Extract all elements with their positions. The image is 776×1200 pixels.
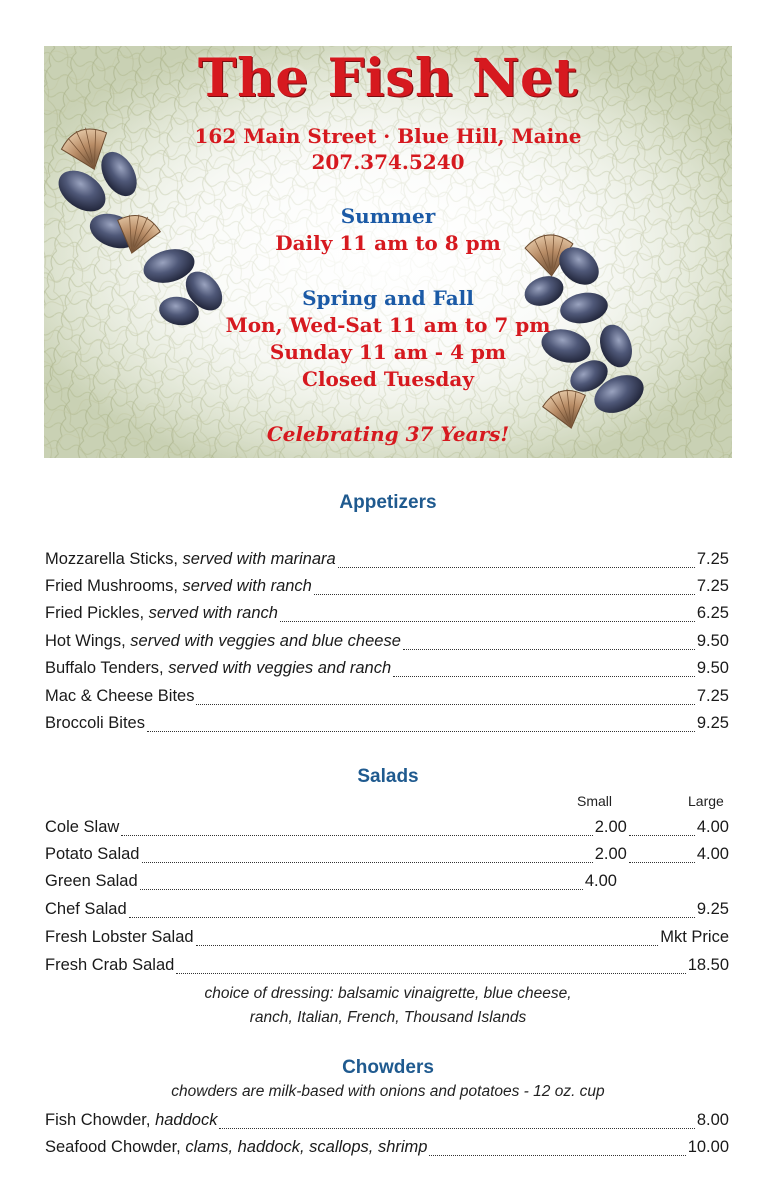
menu-item: Potato Salad 2.00 4.00 — [45, 845, 729, 863]
menu-item: Green Salad 4.00 — [45, 872, 617, 890]
small-price: 2.00 — [594, 818, 627, 836]
item-price: 7.25 — [696, 687, 729, 705]
spring-fall-label: Spring and Fall — [302, 286, 474, 310]
menu-item: Fresh Lobster Salad Mkt Price — [45, 928, 729, 946]
item-price: 9.25 — [696, 900, 729, 918]
item-price: 6.25 — [696, 604, 729, 622]
item-price: 9.50 — [696, 632, 729, 650]
item-price: 7.25 — [696, 550, 729, 568]
spring-hours-weekdays: Mon, Wed-Sat 11 am to 7 pm — [225, 313, 551, 337]
header-banner — [44, 46, 732, 458]
small-price: 4.00 — [584, 872, 617, 890]
salads-heading: Salads — [357, 766, 419, 787]
item-price: 18.50 — [687, 956, 729, 974]
dressing-note-2: ranch, Italian, French, Thousand Islands — [249, 1009, 527, 1026]
item-price: 7.25 — [696, 577, 729, 595]
appetizers-heading: Appetizers — [339, 492, 437, 513]
summer-label: Summer — [340, 204, 436, 228]
spring-hours-sunday: Sunday 11 am - 4 pm — [269, 340, 507, 364]
col-large-header: Large — [688, 793, 724, 809]
address: 162 Main Street · Blue Hill, Maine — [194, 124, 582, 148]
menu-item: Fried Mushrooms, served with ranch 7.25 — [45, 577, 729, 595]
small-price: 2.00 — [594, 845, 627, 863]
menu-item: Cole Slaw 2.00 4.00 — [45, 818, 729, 836]
large-price: 4.00 — [696, 818, 729, 836]
item-price: 10.00 — [687, 1138, 729, 1156]
menu-item: Fish Chowder, haddock 8.00 — [45, 1111, 729, 1129]
dressing-note-1: choice of dressing: balsamic vinaigrette, blue cheese, — [204, 985, 572, 1002]
item-price: 9.50 — [696, 659, 729, 677]
closed-day: Closed Tuesday — [302, 367, 474, 391]
menu-item: Fresh Crab Salad 18.50 — [45, 956, 729, 974]
summer-hours: Daily 11 am to 8 pm — [275, 231, 501, 255]
item-price: Mkt Price — [660, 928, 729, 946]
anniversary-note: Celebrating 37 Years! — [266, 422, 510, 446]
col-small-header: Small — [577, 793, 613, 809]
menu-item: Mozzarella Sticks, served with marinara 7.25 — [45, 550, 729, 568]
menu-item: Chef Salad 9.25 — [45, 900, 729, 918]
menu-item: Buffalo Tenders, served with veggies and ranch 9.50 — [45, 659, 729, 677]
menu-item: Seafood Chowder, clams, haddock, scallops, shrimp 10.00 — [45, 1138, 729, 1156]
menu-item: Fried Pickles, served with ranch 6.25 — [45, 604, 729, 622]
item-price: 8.00 — [696, 1111, 729, 1129]
menu-item: Hot Wings, served with veggies and blue cheese 9.50 — [45, 632, 729, 650]
menu-item: Mac & Cheese Bites 7.25 — [45, 687, 729, 705]
chowder-note: chowders are milk-based with onions and potatoes - 12 oz. cup — [171, 1083, 605, 1100]
restaurant-title: The Fish Net — [197, 48, 579, 109]
phone-number: 207.374.5240 — [311, 150, 465, 174]
item-price: 9.25 — [696, 714, 729, 732]
large-price: 4.00 — [696, 845, 729, 863]
chowders-heading: Chowders — [342, 1057, 434, 1078]
menu-item: Broccoli Bites 9.25 — [45, 714, 729, 732]
